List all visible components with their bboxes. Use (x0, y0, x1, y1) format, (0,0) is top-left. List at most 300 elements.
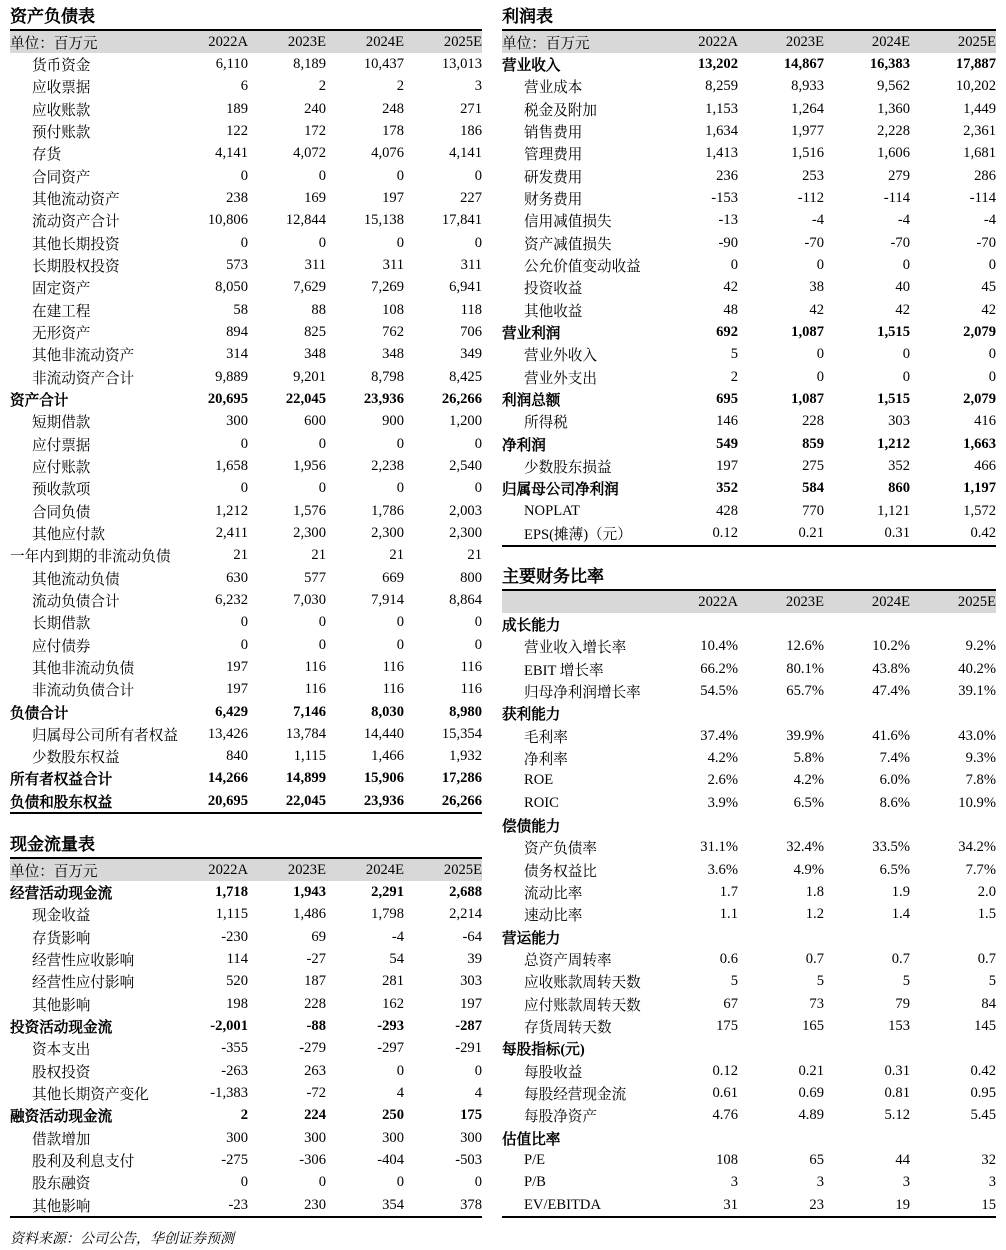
cell-value: -88 (306, 1017, 326, 1034)
row-label: 资产减值损失 (524, 236, 612, 253)
cell-value: 0 (988, 368, 996, 385)
cell-value: 0 (396, 1174, 404, 1191)
cell-value: 1.8 (805, 883, 824, 900)
cell-value: 3.9% (707, 794, 738, 811)
cell-value: 7,629 (293, 279, 326, 296)
row-label: 其他非流动资产 (32, 348, 135, 365)
cell-value: 0 (240, 167, 248, 184)
row-label: 所得税 (524, 415, 568, 432)
row-label: 应收账款周转天数 (524, 975, 641, 992)
cell-value: 3 (902, 1174, 910, 1191)
cell-value: 8,864 (449, 591, 482, 608)
cell-value: 1,718 (215, 883, 248, 900)
cell-value: 1,115 (215, 906, 248, 923)
cell-value: -4 (391, 928, 404, 945)
table-row (502, 321, 996, 343)
table-row (502, 120, 996, 142)
cell-value: 0.31 (884, 1062, 910, 1079)
row-label: 营业成本 (524, 80, 583, 97)
year-header: 2022A (652, 31, 738, 53)
cell-value: 3 (816, 1174, 824, 1191)
cell-value: 352 (888, 457, 910, 474)
table-row (502, 703, 996, 725)
cell-value: 4.89 (798, 1107, 824, 1124)
cell-value: 175 (460, 1107, 482, 1124)
year-header: 2025E (404, 859, 482, 881)
cell-value: 311 (304, 256, 326, 273)
row-label: 股东融资 (32, 1176, 91, 1193)
table-row (502, 187, 996, 209)
cell-value: 0 (474, 480, 482, 497)
cell-value: 2,003 (449, 502, 482, 519)
cell-value: 600 (304, 413, 326, 430)
row-label: 利润总额 (502, 392, 561, 409)
cell-value: 9.3% (965, 749, 996, 766)
cell-value: 118 (460, 301, 482, 318)
cell-value: 114 (226, 950, 248, 967)
cell-value: 1,212 (215, 502, 248, 519)
cell-value: 4.9% (793, 861, 824, 878)
cell-value: 33.5% (872, 839, 910, 856)
row-label: 货币资金 (32, 57, 91, 74)
cell-value: -355 (221, 1040, 248, 1057)
row-label: 合同负债 (32, 504, 91, 521)
cell-value: 0 (474, 234, 482, 251)
cell-value: 2.6% (707, 772, 738, 789)
cell-value: 197 (226, 658, 248, 675)
cell-value: 197 (226, 681, 248, 698)
cell-value: 0 (240, 435, 248, 452)
cell-value: 178 (382, 122, 404, 139)
cell-value: 116 (460, 681, 482, 698)
cell-value: 0.7 (977, 950, 996, 967)
row-label: ROE (524, 772, 554, 789)
row-label: 每股经营现金流 (524, 1086, 627, 1103)
table-row (10, 321, 482, 343)
row-label: 投资收益 (524, 281, 583, 298)
row-label: 其他应付款 (32, 526, 105, 543)
row-label: 少数股东权益 (32, 750, 120, 767)
cell-value: 253 (802, 167, 824, 184)
cell-value: 300 (382, 1129, 404, 1146)
table-row (10, 277, 482, 299)
row-label: 股权投资 (32, 1064, 91, 1081)
cell-value (738, 1038, 824, 1060)
table-row (502, 770, 996, 792)
cell-value: 695 (716, 390, 738, 407)
cell-value: 692 (716, 323, 738, 340)
row-label: 销售费用 (524, 124, 583, 141)
year-header: 2022A (170, 859, 248, 881)
cell-value: 13,013 (441, 55, 482, 72)
cell-value: 5 (730, 973, 738, 990)
row-label: 长期借款 (32, 616, 91, 633)
cell-value: 762 (382, 323, 404, 340)
cell-value: 352 (716, 480, 738, 497)
cell-value: 42 (981, 301, 996, 318)
cell-value: 13,426 (207, 725, 248, 742)
cell-value: 0 (318, 435, 326, 452)
table-row (10, 411, 482, 433)
cell-value: 416 (974, 413, 996, 430)
row-label: 借款增加 (32, 1131, 91, 1148)
cell-value: 69 (311, 928, 326, 945)
table-row (502, 1194, 996, 1217)
year-header: 2022A (652, 591, 738, 613)
cell-value: 314 (226, 346, 248, 363)
header-row (502, 31, 996, 53)
cell-value: 669 (382, 569, 404, 586)
row-label: EPS(摊薄)（元） (524, 526, 632, 543)
cell-value: -64 (462, 928, 482, 945)
cell-value: 37.4% (700, 727, 738, 744)
table-row (10, 187, 482, 209)
cell-value: 6 (240, 78, 248, 95)
cell-value: 1,115 (293, 748, 326, 765)
cell-value: 22,045 (285, 792, 326, 809)
cell-value: 9.2% (965, 638, 996, 655)
cell-value: 16,383 (869, 55, 910, 72)
table-row (502, 636, 996, 658)
row-label: 营业利润 (502, 325, 561, 342)
table-row (10, 948, 482, 970)
cell-value: 1,153 (705, 100, 738, 117)
cell-value: 300 (460, 1129, 482, 1146)
row-label: 归属母公司净利润 (502, 482, 619, 499)
cell-value (738, 703, 824, 725)
cell-value: 1,264 (791, 100, 824, 117)
unit-label: 单位：百万元 (10, 859, 170, 881)
cell-value: 21 (233, 547, 248, 564)
cell-value: 17,286 (441, 770, 482, 787)
cell-value: 238 (226, 189, 248, 206)
cell-value: 3.6% (707, 861, 738, 878)
cell-value: 2,688 (449, 883, 482, 900)
cell-value: 0 (240, 1174, 248, 1191)
row-label: 税金及附加 (524, 102, 597, 119)
cell-value: 1,572 (963, 502, 996, 519)
cell-value: -230 (221, 928, 248, 945)
cell-value: 2,300 (371, 524, 404, 541)
cell-value: 2,291 (371, 883, 404, 900)
cell-value: 145 (974, 1017, 996, 1034)
cell-value: 0 (474, 614, 482, 631)
cell-value: 198 (226, 995, 248, 1012)
row-label: 其他影响 (32, 997, 91, 1014)
cell-value: 197 (382, 189, 404, 206)
cell-value: 0 (988, 256, 996, 273)
cell-value: 228 (304, 995, 326, 1012)
cell-value: 0 (240, 636, 248, 653)
cell-value: -70 (976, 234, 996, 251)
row-label: 经营活动现金流 (10, 885, 113, 902)
table-row (502, 792, 996, 814)
year-header: 2025E (910, 31, 996, 53)
cell-value: 186 (460, 122, 482, 139)
cell-value: 1,606 (877, 145, 910, 162)
cell-value: 4.2% (707, 749, 738, 766)
row-label: 资本支出 (32, 1042, 91, 1059)
cell-value: 263 (304, 1062, 326, 1079)
table-row (502, 165, 996, 187)
cell-value: 1,466 (371, 748, 404, 765)
cell-value: 79 (895, 995, 910, 1012)
table-row (502, 1060, 996, 1082)
cell-value: -293 (377, 1017, 404, 1034)
cell-value: 2 (396, 78, 404, 95)
header-row (502, 591, 996, 613)
cell-value: 224 (304, 1107, 326, 1124)
row-label: 非流动资产合计 (32, 370, 135, 387)
cell-value: 4.76 (712, 1107, 738, 1124)
row-label: 营运能力 (502, 930, 561, 947)
cell-value (652, 1127, 738, 1149)
cell-value: 122 (226, 122, 248, 139)
cell-value: 169 (304, 189, 326, 206)
cell-value (652, 613, 738, 635)
row-label: 资产合计 (10, 392, 69, 409)
cell-value: 0.61 (712, 1084, 738, 1101)
row-label: 应付债券 (32, 638, 91, 655)
unit-label: 单位：百万元 (10, 31, 170, 53)
cell-value (824, 926, 910, 948)
table-row (10, 254, 482, 276)
year-header: 2025E (910, 591, 996, 613)
table-row (10, 210, 482, 232)
cell-value: 5 (988, 973, 996, 990)
cell-value: 5.12 (884, 1107, 910, 1124)
cell-value: 116 (382, 681, 404, 698)
cell-value: 248 (382, 100, 404, 117)
row-label: 债务权益比 (524, 863, 597, 880)
cell-value: 19 (895, 1196, 910, 1213)
cell-value: -275 (221, 1151, 248, 1168)
cell-value: 14,899 (285, 770, 326, 787)
table-row (502, 971, 996, 993)
cell-value (652, 926, 738, 948)
income-statement-title: 利润表 (502, 4, 996, 31)
cell-value: 279 (888, 167, 910, 184)
cell-value: -114 (883, 189, 910, 206)
cell-value: 228 (802, 413, 824, 430)
cell-value: 0.12 (712, 524, 738, 541)
cell-value: 0.42 (970, 1062, 996, 1079)
cell-value: 4 (396, 1084, 404, 1101)
row-label: 其他非流动负债 (32, 660, 135, 677)
cell-value (738, 613, 824, 635)
table-row (10, 701, 482, 723)
cell-value: 47.4% (872, 682, 910, 699)
cell-value: 5.8% (793, 749, 824, 766)
cell-value: -291 (455, 1040, 482, 1057)
year-header: 2023E (738, 591, 824, 613)
row-label: ROIC (524, 794, 559, 811)
cell-value: 0 (816, 346, 824, 363)
income-statement-table (502, 31, 996, 547)
cell-value: 26,266 (441, 390, 482, 407)
year-header: 2022A (170, 31, 248, 53)
cell-value (652, 1038, 738, 1060)
unit-label: 单位：百万元 (502, 31, 652, 53)
cell-value: 84 (981, 995, 996, 1012)
cell-value: 1,663 (963, 435, 996, 452)
table-row (502, 254, 996, 276)
row-label: 其他影响 (32, 1198, 91, 1215)
cell-value: 5 (816, 973, 824, 990)
cell-value: 2.0 (977, 883, 996, 900)
cell-value: 5 (902, 973, 910, 990)
row-label: 存货 (32, 147, 62, 164)
cell-value: 584 (802, 480, 824, 497)
cell-value: 5 (730, 346, 738, 363)
cell-value: 0 (318, 636, 326, 653)
cell-value: 45 (981, 279, 996, 296)
cell-value: 0.7 (891, 950, 910, 967)
cell-value: 43.0% (958, 727, 996, 744)
cell-value (738, 926, 824, 948)
cell-value: 1,786 (371, 502, 404, 519)
cell-value: 1.4 (891, 906, 910, 923)
cell-value: 303 (460, 973, 482, 990)
cell-value: 8.6% (879, 794, 910, 811)
table-row (10, 790, 482, 813)
row-label: 公允价值变动收益 (524, 258, 641, 275)
table-row (10, 1127, 482, 1149)
cell-value: 187 (304, 973, 326, 990)
cell-value: 5.45 (970, 1107, 996, 1124)
cell-value: 860 (888, 480, 910, 497)
cell-value: -263 (221, 1062, 248, 1079)
table-row (502, 993, 996, 1015)
cell-value: 0.69 (798, 1084, 824, 1101)
cell-value: 12,844 (285, 212, 326, 229)
row-label: 负债和股东权益 (10, 794, 113, 811)
cell-value: 0 (240, 614, 248, 631)
cell-value: 12.6% (786, 638, 824, 655)
cell-value: 23,936 (363, 390, 404, 407)
cell-value: 8,030 (371, 703, 404, 720)
cell-value (824, 1127, 910, 1149)
cell-value: 311 (460, 256, 482, 273)
cell-value: -297 (377, 1040, 404, 1057)
table-row (10, 500, 482, 522)
row-label: 流动资产合计 (32, 214, 120, 231)
cell-value: 236 (716, 167, 738, 184)
cell-value: 7,914 (371, 591, 404, 608)
cell-value: 1,413 (705, 145, 738, 162)
cell-value: 859 (802, 435, 824, 452)
table-row (502, 658, 996, 680)
table-row (502, 143, 996, 165)
year-header: 2024E (326, 31, 404, 53)
cell-value: 23,936 (363, 792, 404, 809)
cell-value: 1,977 (791, 122, 824, 139)
cell-value: 15 (981, 1196, 996, 1213)
table-row (10, 971, 482, 993)
balance-sheet-title: 资产负债表 (10, 4, 482, 31)
cell-value: 31 (723, 1196, 738, 1213)
cell-value: 39.1% (958, 682, 996, 699)
table-row (502, 948, 996, 970)
row-label: 速动比率 (524, 908, 583, 925)
row-label: 营业收入 (502, 57, 561, 74)
cell-value: 41.6% (872, 727, 910, 744)
cell-value: 1,360 (877, 100, 910, 117)
table-row (502, 904, 996, 926)
table-row (10, 232, 482, 254)
table-row (10, 522, 482, 544)
cell-value: -72 (306, 1084, 326, 1101)
cell-value: 7,030 (293, 591, 326, 608)
table-row (10, 1060, 482, 1082)
cell-value: 22,045 (285, 390, 326, 407)
cell-value: 0.95 (970, 1084, 996, 1101)
cell-value: 4 (474, 1084, 482, 1101)
row-label: 长期股权投资 (32, 258, 120, 275)
cell-value: 0 (474, 1174, 482, 1191)
table-row (10, 76, 482, 98)
cell-value: 67 (723, 995, 738, 1012)
table-row (502, 747, 996, 769)
table-row (502, 433, 996, 455)
table-row (502, 1149, 996, 1171)
row-label: 获利能力 (502, 707, 561, 724)
row-label: 净利润 (502, 437, 546, 454)
cell-value: 0 (396, 636, 404, 653)
row-label: 应付账款 (32, 459, 91, 476)
cell-value: 13,784 (285, 725, 326, 742)
row-label: 存货周转天数 (524, 1019, 612, 1036)
row-label: 经营性应付影响 (32, 975, 135, 992)
header-row (10, 31, 482, 53)
year-header: 2024E (326, 859, 404, 881)
cell-value: -70 (890, 234, 910, 251)
cell-value: 21 (311, 547, 326, 564)
row-label: 管理费用 (524, 147, 583, 164)
cell-value: 630 (226, 569, 248, 586)
cell-value: 2,540 (449, 457, 482, 474)
cell-value: 1,956 (293, 457, 326, 474)
cash-flow-title: 现金流量表 (10, 832, 482, 859)
cell-value: 15,906 (363, 770, 404, 787)
row-label: 少数股东损益 (524, 459, 612, 476)
table-row (10, 1082, 482, 1104)
year-header: 2023E (738, 31, 824, 53)
year-header: 2024E (824, 591, 910, 613)
cell-value: 1,576 (293, 502, 326, 519)
table-row (502, 344, 996, 366)
table-row (10, 299, 482, 321)
row-label: 在建工程 (32, 303, 91, 320)
cell-value (910, 926, 996, 948)
row-label: 归母净利润增长率 (524, 684, 641, 701)
table-row (10, 768, 482, 790)
cell-value: 1,681 (963, 145, 996, 162)
table-row (502, 680, 996, 702)
cell-value: 825 (304, 323, 326, 340)
cell-value: -2,001 (210, 1017, 248, 1034)
ratios-panel (502, 564, 996, 1218)
source-footnote: 资料来源：公司公告，华创证券预测 (10, 1232, 234, 1247)
row-label: 一年内到期的非流动负债 (10, 549, 171, 566)
table-row (502, 613, 996, 635)
table-row (10, 926, 482, 948)
table-row (502, 98, 996, 120)
cell-value: 0 (988, 346, 996, 363)
cell-value: 348 (382, 346, 404, 363)
table-row (10, 904, 482, 926)
year-header: 2024E (824, 31, 910, 53)
